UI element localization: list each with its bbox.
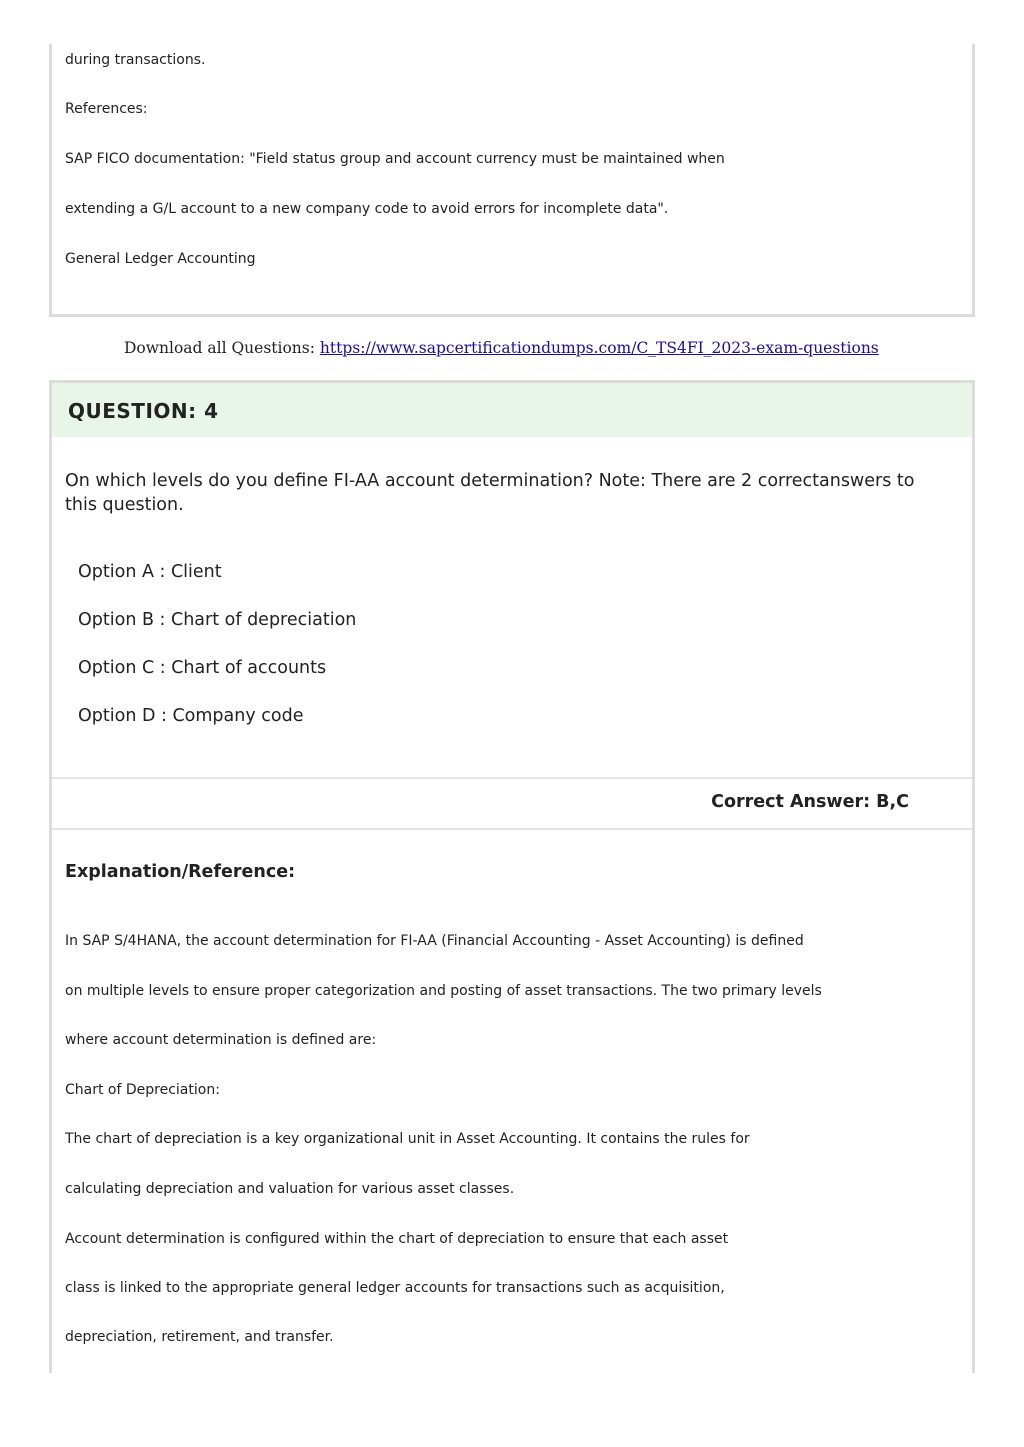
option-c: Option C : Chart of accounts bbox=[78, 658, 327, 678]
option-a: Option A : Client bbox=[78, 562, 222, 582]
question-text: On which levels do you define FI-AA account determination? Note: There are 2 correctanswers to this question. bbox=[65, 471, 915, 515]
explanation-subheading: Chart of Depreciation: bbox=[65, 1082, 220, 1098]
question-title: QUESTION: 4 bbox=[68, 399, 219, 423]
previous-line: General Ledger Accounting bbox=[65, 251, 256, 267]
download-line bbox=[124, 339, 879, 357]
explanation-line: Account determination is configured within the chart of depreciation to ensure that each asset bbox=[65, 1231, 729, 1247]
previous-line: extending a G/L account to a new company code to avoid errors for incomplete data". bbox=[65, 201, 669, 217]
explanation-line: In SAP S/4HANA, the account determination for FI-AA (Financial Accounting - Asset Accounting) is defined bbox=[65, 933, 804, 949]
download-label: Download all Questions: bbox=[124, 339, 320, 357]
option-d: Option D : Company code bbox=[78, 706, 304, 726]
previous-explanation-box bbox=[49, 44, 975, 317]
correct-answer: Correct Answer: B,C bbox=[711, 792, 909, 812]
divider bbox=[52, 777, 972, 779]
explanation-line: on multiple levels to ensure proper categorization and posting of asset transactions. The two primary levels bbox=[65, 983, 822, 999]
option-b: Option B : Chart of depreciation bbox=[78, 610, 357, 630]
explanation-title: Explanation/Reference: bbox=[65, 862, 296, 882]
previous-line: during transactions. bbox=[65, 52, 206, 68]
divider bbox=[52, 828, 972, 830]
explanation-line: where account determination is defined are: bbox=[65, 1032, 377, 1048]
references-label: References: bbox=[65, 101, 148, 117]
explanation-line: class is linked to the appropriate general ledger accounts for transactions such as acquisition, bbox=[65, 1280, 725, 1296]
explanation-line: The chart of depreciation is a key organizational unit in Asset Accounting. It contains the rules for bbox=[65, 1131, 750, 1147]
previous-line: SAP FICO documentation: "Field status group and account currency must be maintained when bbox=[65, 151, 725, 167]
explanation-line: calculating depreciation and valuation for various asset classes. bbox=[65, 1181, 515, 1197]
question-header bbox=[52, 383, 972, 437]
download-link[interactable]: https://www.sapcertificationdumps.com/C_TS4FI_2023-exam-questions bbox=[319, 339, 879, 357]
explanation-line: depreciation, retirement, and transfer. bbox=[65, 1329, 334, 1345]
